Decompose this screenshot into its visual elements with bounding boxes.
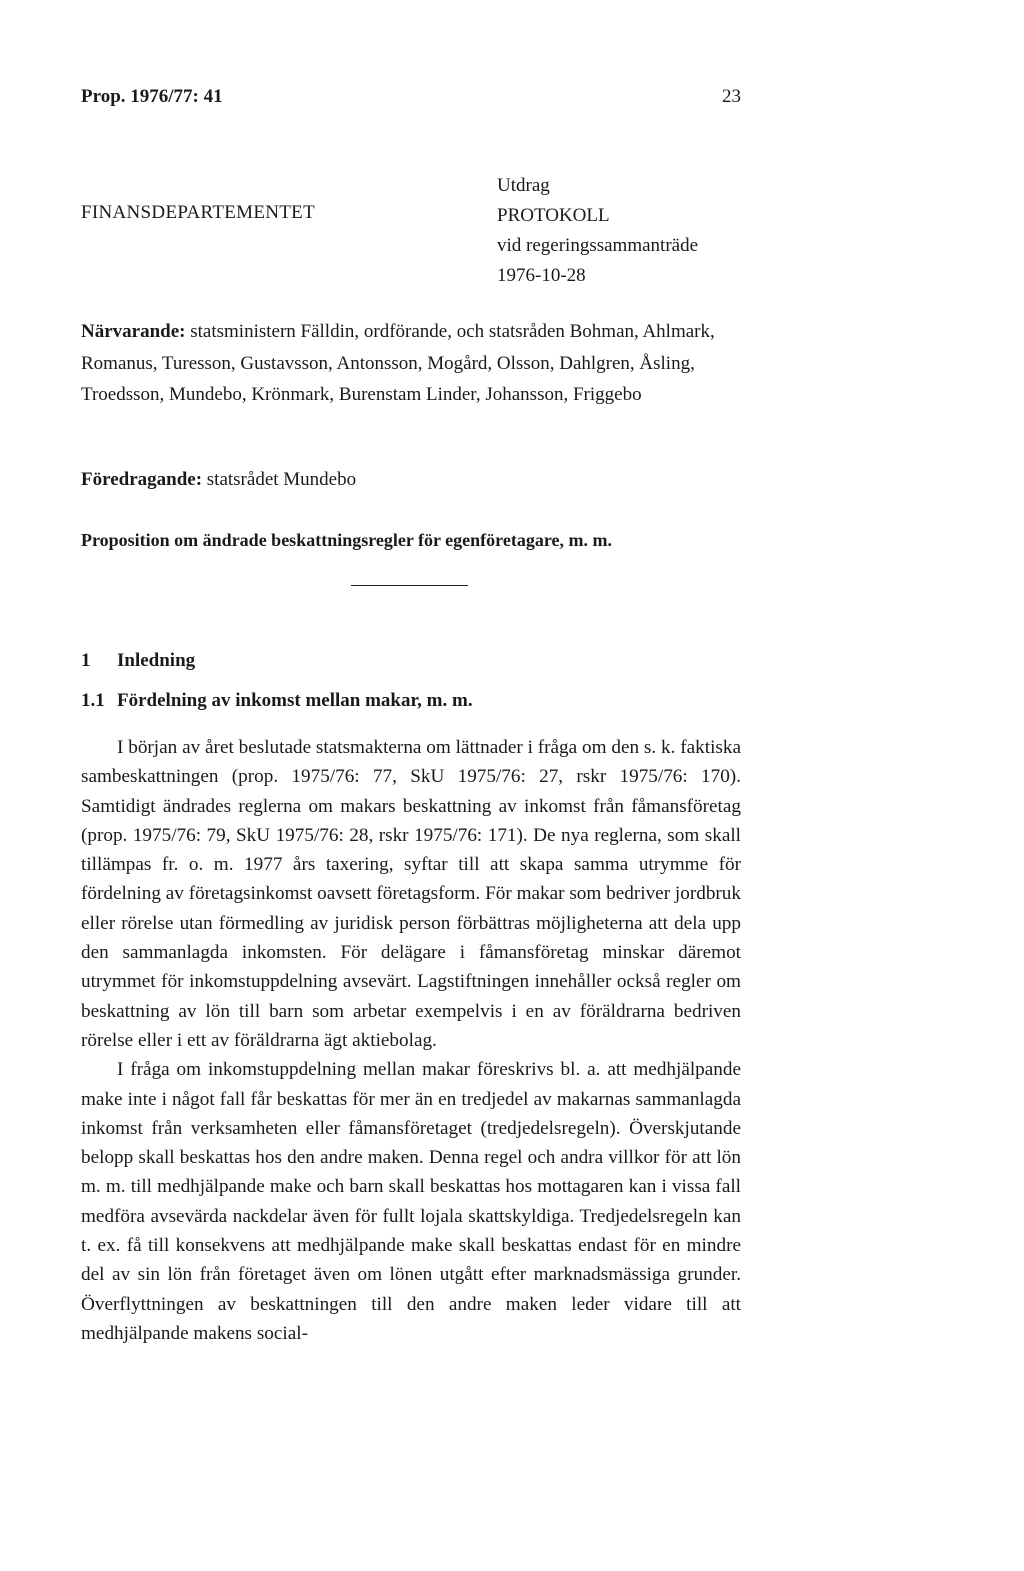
section-title: Inledning (117, 650, 196, 671)
subsection-title: Fördelning av inkomst mellan makar, m. m. (117, 690, 473, 711)
department-name: FINANSDEPARTEMENTET (81, 202, 315, 223)
page-number: 23 (722, 86, 741, 107)
divider-rule (351, 585, 468, 586)
prop-number: Prop. 1976/77: 41 (81, 86, 223, 107)
presenter-label: Föredragande: (81, 469, 203, 490)
running-header (81, 86, 741, 112)
paragraph-2: I fråga om inkomstuppdelning mellan makar föreskrivs bl. a. att medhjälpande make inte i något fall får beskattas för mer än en tredjedel av makarnas sammanlagda inkomst från verksamheten eller fåmansföretaget (tredjedelsregeln). Överskjutande belopp skall beskattas hos den andre maken. Denna regel och andra villkor för att lön m. m. till medhjälpande make och barn skall beskattas hos mottagaren kan i vissa fall medföra avsevärda nackdelar även för fullt lojala skattskyldiga. Tredjedelsregeln kan t. ex. få till konsekvens att medhjälpande make skall beskattas endast för en mindre del av sin lön från företaget även om lönen utgått efter marknadsmässiga grunder. Överflyttningen av beskattningen till den andre maken leder vidare till att medhjälpande makens social- (81, 1059, 741, 1344)
section-heading-1 (81, 650, 195, 672)
paragraph-1: I början av året beslutade statsmakterna om lättnader i fråga om den s. k. faktiska sambeskattningen (prop. 1975/76: 77, SkU 1975/76: 27, rskr 1975/76: 170). Samtidigt ändrades reglerna om makars beskattning av inkomst från fåmansföretag (prop. 1975/76: 79, SkU 1975/76: 28, rskr 1975/76: 171). De nya reglerna, som skall tillämpas fr. o. m. 1977 års taxering, syftar till att skapa samma utrymme för fördelning av företagsinkomst oavsett företagsform. För makar som bedriver jordbruk eller rörelse utan förmedling av juridisk person förbättras möjligheterna att dela upp den sammanlagda inkomsten. För delägare i fåmansföretag minskar däremot utrymmet för inkomstuppdelning avsevärt. Lagstiftningen innehåller också regler om beskattning av lön till barn som arbetar exempelvis i en av föräldrarna bedriven rörelse eller i ett av föräldrarna ägt aktiebolag. (81, 737, 741, 1051)
section-number: 1 (81, 650, 91, 671)
attendees-paragraph (81, 316, 741, 411)
protocol-line-date: 1976-10-28 (497, 265, 586, 286)
presenter-name: statsrådet Mundebo (206, 469, 357, 490)
protocol-block (497, 171, 698, 291)
attendees-list: statsministern Fälldin, ordförande, och statsråden Bohman, Ahlmark, Romanus, Turesson, Gustavsson, Antonsson, Mogård, Olsson, Dahlgren, Åsling, Troedsson, Mundebo, Krönmark, Burenstam Linder, Johansson, Friggebo (81, 321, 715, 405)
protocol-line-extract: Utdrag (497, 175, 550, 196)
protocol-line-meeting: vid regeringssammanträde (497, 235, 699, 256)
presenter-line (81, 469, 356, 491)
proposition-title: Proposition om ändrade beskattningsregler för egenföretagare, m. m. (81, 530, 612, 550)
subsection-heading-1-1 (81, 690, 473, 712)
attendees-label: Närvarande: (81, 321, 186, 342)
body-text (81, 733, 741, 1348)
protocol-line-title: PROTOKOLL (497, 205, 610, 226)
subsection-number: 1.1 (81, 690, 105, 711)
